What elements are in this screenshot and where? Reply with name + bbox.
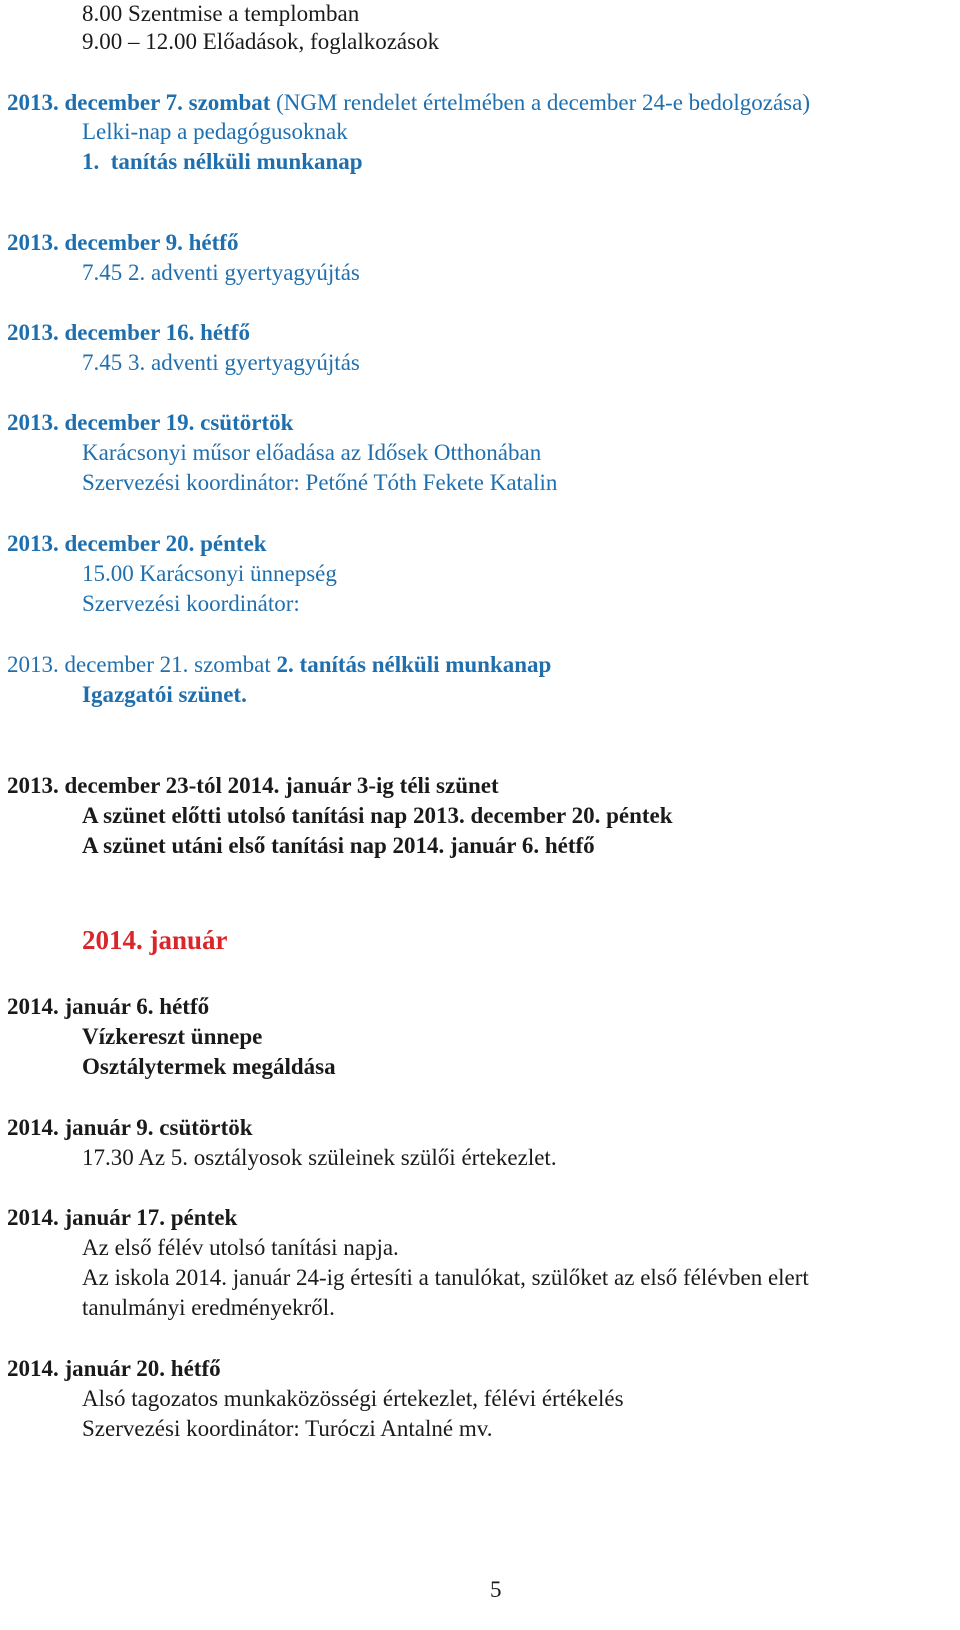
jan6-heading: 2014. január 6. hétfő: [7, 994, 210, 1019]
dec9-advent: 7.45 2. adventi gyertyagyújtás: [82, 260, 360, 285]
dec16-advent: 7.45 3. adventi gyertyagyújtás: [82, 350, 360, 375]
jan6-blessing: Osztálytermek megáldása: [82, 1054, 336, 1079]
winter-break-first-day: A szünet utáni első tanítási nap 2014. január 6. hétfő: [82, 833, 595, 858]
dec16-heading: 2013. december 16. hétfő: [7, 320, 250, 345]
dec19-coordinator: Szervezési koordinátor: Petőné Tóth Fekete Katalin: [82, 470, 558, 495]
jan20-heading: 2014. január 20. hétfő: [7, 1356, 221, 1381]
dec20-heading: 2013. december 20. péntek: [7, 531, 267, 556]
page-number: 5: [490, 1577, 502, 1602]
dec7-date: 2013. december 7. szombat: [7, 90, 271, 115]
dec19-heading: 2013. december 19. csütörtök: [7, 410, 294, 435]
jan20-meeting: Alsó tagozatos munkaközösségi értekezlet, félévi értékelés: [82, 1386, 624, 1411]
month-title-january: 2014. január: [82, 925, 228, 955]
jan6-epiphany: Vízkereszt ünnepe: [82, 1024, 263, 1049]
dec21-date: 2013. december 21. szombat: [7, 652, 271, 677]
dec7-note: (NGM rendelet értelmében a december 24-e bedolgozása): [270, 90, 810, 115]
dec21-non-teaching-day: 2. tanítás nélküli munkanap: [270, 652, 552, 677]
jan17-heading: 2014. január 17. péntek: [7, 1205, 238, 1230]
jan17-last-day: Az első félév utolsó tanítási napja.: [82, 1235, 399, 1260]
jan17-notification: Az iskola 2014. január 24-ig értesíti a tanulókat, szülőket az első félévben elert: [82, 1265, 809, 1290]
dec20-celebration: 15.00 Karácsonyi ünnepség: [82, 561, 337, 586]
winter-break-last-day: A szünet előtti utolsó tanítási nap 2013. december 20. péntek: [82, 803, 673, 828]
dec21-heading: [7, 651, 551, 679]
winter-break-heading: 2013. december 23-tól 2014. január 3-ig téli szünet: [7, 773, 499, 798]
dec7-non-teaching-day: 1. tanítás nélküli munkanap: [82, 149, 363, 174]
lectures-line: 9.00 – 12.00 Előadások, foglalkozások: [82, 29, 440, 54]
jan20-coordinator: Szervezési koordinátor: Turóczi Antalné mv.: [82, 1416, 493, 1441]
dec20-coordinator: Szervezési koordinátor:: [82, 591, 300, 616]
dec9-heading: 2013. december 9. hétfő: [7, 230, 239, 255]
dec19-program: Karácsonyi műsor előadása az Idősek Otthonában: [82, 440, 542, 465]
dec21-break: Igazgatói szünet.: [82, 682, 247, 707]
jan9-heading: 2014. január 9. csütörtök: [7, 1115, 253, 1140]
jan17-notification-cont: tanulmányi eredményekről.: [82, 1295, 335, 1320]
jan9-meeting: 17.30 Az 5. osztályosok szüleinek szülői értekezlet.: [82, 1145, 557, 1170]
dec7-retreat: Lelki-nap a pedagógusoknak: [82, 119, 348, 144]
mass-line: 8.00 Szentmise a templomban: [82, 1, 360, 26]
dec7-heading: [7, 89, 810, 117]
